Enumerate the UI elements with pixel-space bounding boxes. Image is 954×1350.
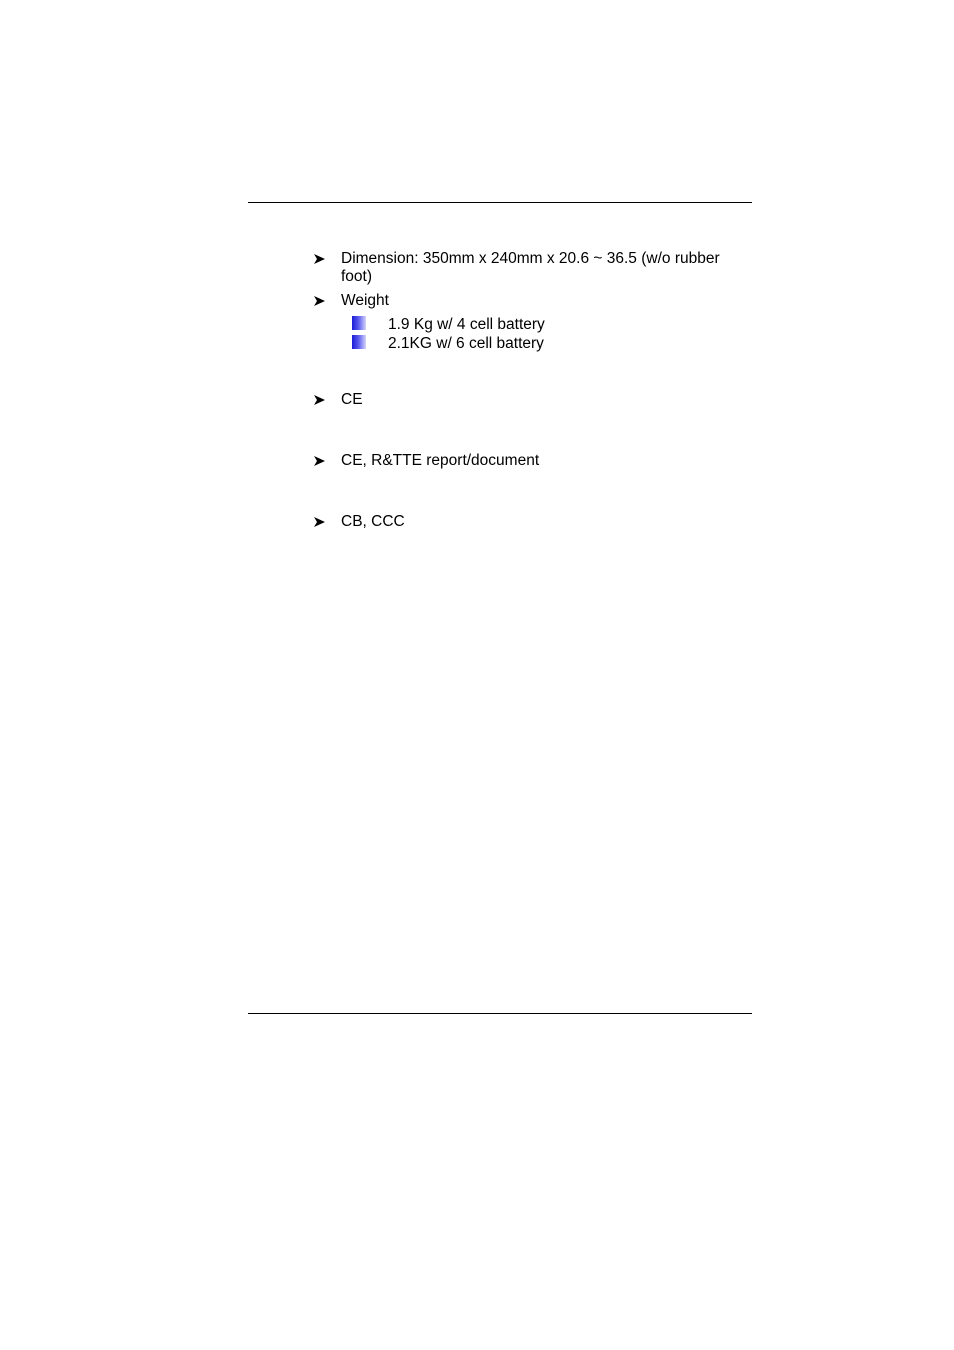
bullet-dimension bbox=[314, 250, 754, 286]
weight-item-6-cell bbox=[352, 335, 712, 353]
arrowhead-bullet-icon bbox=[314, 395, 326, 405]
bullet-ce-rtte bbox=[314, 452, 754, 470]
bullet-weight bbox=[314, 292, 754, 310]
bullet-dimension-text: Dimension: 350mm x 240mm x 20.6 ~ 36.5 (w/o rubber foot) bbox=[341, 250, 720, 285]
footer-rule bbox=[248, 1013, 752, 1014]
bullet-ce-rtte-text: CE, R&TTE report/document bbox=[341, 452, 540, 469]
arrowhead-bullet-icon bbox=[314, 254, 326, 264]
weight-item-text: 1.9 Kg w/ 4 cell battery bbox=[388, 316, 545, 333]
gradient-square-icon bbox=[352, 335, 366, 349]
bullet-cb-ccc bbox=[314, 513, 754, 531]
arrowhead-bullet-icon bbox=[314, 456, 326, 466]
bullet-weight-text: Weight bbox=[341, 292, 389, 309]
header-rule bbox=[248, 202, 752, 203]
weight-item-4-cell bbox=[352, 316, 712, 334]
bullet-ce bbox=[314, 391, 754, 409]
gradient-square-icon bbox=[352, 316, 366, 330]
weight-item-text: 2.1KG w/ 6 cell battery bbox=[388, 335, 544, 352]
arrowhead-bullet-icon bbox=[314, 296, 326, 306]
arrowhead-bullet-icon bbox=[314, 517, 326, 527]
bullet-cb-ccc-text: CB, CCC bbox=[341, 513, 405, 530]
bullet-ce-text: CE bbox=[341, 391, 363, 408]
